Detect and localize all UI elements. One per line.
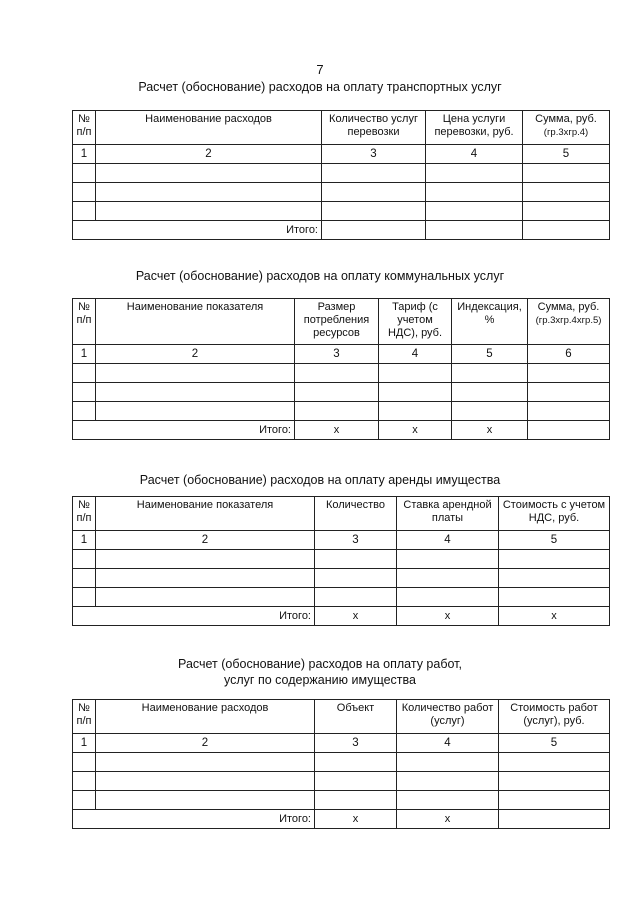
total-cell: x <box>499 607 610 626</box>
header-quantity: Количество услуг перевозки <box>322 111 426 145</box>
blank-cell[interactable] <box>96 164 322 183</box>
header-sum <box>523 111 610 145</box>
blank-cell[interactable] <box>96 753 315 772</box>
blank-cell[interactable] <box>426 164 523 183</box>
blank-cell[interactable] <box>528 402 610 421</box>
maintenance-table-title <box>0 656 640 688</box>
column-number-row <box>73 531 610 550</box>
column-number-row <box>73 345 610 364</box>
blank-cell[interactable] <box>426 202 523 221</box>
column-number: 3 <box>295 345 379 364</box>
header-sum <box>528 299 610 345</box>
blank-cell[interactable] <box>73 588 96 607</box>
total-cell: x <box>315 810 397 829</box>
blank-cell[interactable] <box>73 402 96 421</box>
blank-cell[interactable] <box>96 588 315 607</box>
column-number: 5 <box>452 345 528 364</box>
blank-cell[interactable] <box>523 164 610 183</box>
table-header-row <box>73 111 610 145</box>
header-tariff: Тариф (с учетом НДС), руб. <box>379 299 452 345</box>
blank-cell[interactable] <box>315 772 397 791</box>
blank-cell[interactable] <box>96 772 315 791</box>
blank-cell[interactable] <box>73 791 96 810</box>
rent-table-title: Расчет (обоснование) расходов на оплату аренды имущества <box>139 473 501 487</box>
header-number: № п/п <box>73 299 96 345</box>
header-consumption: Размер потребления ресурсов <box>295 299 379 345</box>
blank-cell[interactable] <box>523 183 610 202</box>
header-number: № п/п <box>73 700 96 734</box>
header-sum-formula: (гр.3хгр.4) <box>543 127 589 138</box>
blank-cell[interactable] <box>315 791 397 810</box>
blank-cell[interactable] <box>397 550 499 569</box>
blank-cell[interactable] <box>499 753 610 772</box>
blank-cell[interactable] <box>96 202 322 221</box>
header-rate: Ставка арендной платы <box>397 497 499 531</box>
column-number: 5 <box>523 145 610 164</box>
utilities-table <box>72 298 610 440</box>
column-number: 3 <box>315 734 397 753</box>
header-object: Объект <box>315 700 397 734</box>
table-row <box>73 791 610 810</box>
blank-cell[interactable] <box>315 753 397 772</box>
blank-cell[interactable] <box>499 569 610 588</box>
column-number: 2 <box>96 145 322 164</box>
header-name: Наименование расходов <box>96 111 322 145</box>
header-name: Наименование расходов <box>96 700 315 734</box>
blank-cell[interactable] <box>96 550 315 569</box>
column-number: 2 <box>96 345 295 364</box>
total-label: Итого: <box>73 421 295 440</box>
transport-services-table <box>72 110 610 240</box>
column-number: 4 <box>397 734 499 753</box>
total-label: Итого: <box>73 607 315 626</box>
total-cell[interactable] <box>523 221 610 240</box>
blank-cell[interactable] <box>452 364 528 383</box>
header-cost: Стоимость с учетом НДС, руб. <box>499 497 610 531</box>
column-number: 5 <box>499 734 610 753</box>
blank-cell[interactable] <box>452 383 528 402</box>
blank-cell[interactable] <box>73 164 96 183</box>
header-indexation: Индексация, % <box>452 299 528 345</box>
column-number: 1 <box>73 734 96 753</box>
blank-cell[interactable] <box>397 772 499 791</box>
column-number: 2 <box>96 734 315 753</box>
blank-cell[interactable] <box>397 588 499 607</box>
header-sum-label: Сумма, руб. <box>535 113 597 125</box>
table-header-row <box>73 299 610 345</box>
blank-cell[interactable] <box>73 383 96 402</box>
table-header-row <box>73 700 610 734</box>
utilities-table-title: Расчет (обоснование) расходов на оплату коммунальных услуг <box>135 269 505 283</box>
column-number-row <box>73 145 610 164</box>
blank-cell[interactable] <box>379 364 452 383</box>
blank-cell[interactable] <box>528 383 610 402</box>
blank-cell[interactable] <box>379 383 452 402</box>
blank-cell[interactable] <box>73 569 96 588</box>
maintenance-works-table <box>72 699 610 829</box>
total-cell: x <box>295 421 379 440</box>
total-row <box>73 607 610 626</box>
total-row <box>73 421 610 440</box>
blank-cell[interactable] <box>96 183 322 202</box>
table-row <box>73 202 610 221</box>
total-cell: x <box>397 810 499 829</box>
column-number: 1 <box>73 531 96 550</box>
header-number: № п/п <box>73 497 96 531</box>
blank-cell[interactable] <box>96 364 295 383</box>
blank-cell[interactable] <box>96 791 315 810</box>
blank-cell[interactable] <box>315 588 397 607</box>
page-number: 7 <box>316 62 324 77</box>
table-row <box>73 364 610 383</box>
total-cell: x <box>315 607 397 626</box>
header-number: № п/п <box>73 111 96 145</box>
blank-cell[interactable] <box>73 364 96 383</box>
header-name: Наименование показателя <box>96 497 315 531</box>
blank-cell[interactable] <box>315 569 397 588</box>
column-number: 5 <box>499 531 610 550</box>
blank-cell[interactable] <box>295 364 379 383</box>
blank-cell[interactable] <box>73 772 96 791</box>
transport-table-title: Расчет (обоснование) расходов на оплату транспортных услуг <box>138 80 502 94</box>
table-row <box>73 164 610 183</box>
blank-cell[interactable] <box>499 588 610 607</box>
header-price: Цена услуги перевозки, руб. <box>426 111 523 145</box>
blank-cell[interactable] <box>322 202 426 221</box>
table-row <box>73 383 610 402</box>
table-row <box>73 753 610 772</box>
blank-cell[interactable] <box>452 402 528 421</box>
column-number: 1 <box>73 145 96 164</box>
blank-cell[interactable] <box>73 202 96 221</box>
blank-cell[interactable] <box>73 753 96 772</box>
header-works-cost: Стоимость работ (услуг), руб. <box>499 700 610 734</box>
table-row <box>73 402 610 421</box>
blank-cell[interactable] <box>96 569 315 588</box>
header-sum-formula: (гр.3хгр.4хгр.5) <box>535 315 602 326</box>
blank-cell[interactable] <box>528 364 610 383</box>
table-header-row <box>73 497 610 531</box>
blank-cell[interactable] <box>397 791 499 810</box>
blank-cell[interactable] <box>499 550 610 569</box>
total-cell[interactable] <box>528 421 610 440</box>
blank-cell[interactable] <box>295 402 379 421</box>
blank-cell[interactable] <box>315 550 397 569</box>
blank-cell[interactable] <box>426 183 523 202</box>
total-cell: x <box>452 421 528 440</box>
blank-cell[interactable] <box>96 402 295 421</box>
table-row <box>73 550 610 569</box>
blank-cell[interactable] <box>322 183 426 202</box>
blank-cell[interactable] <box>96 383 295 402</box>
column-number: 2 <box>96 531 315 550</box>
table-row <box>73 588 610 607</box>
table-row <box>73 569 610 588</box>
blank-cell[interactable] <box>73 183 96 202</box>
blank-cell[interactable] <box>73 550 96 569</box>
total-cell[interactable] <box>322 221 426 240</box>
blank-cell[interactable] <box>295 383 379 402</box>
total-label: Итого: <box>73 221 322 240</box>
total-cell: x <box>379 421 452 440</box>
column-number: 6 <box>528 345 610 364</box>
column-number: 4 <box>426 145 523 164</box>
blank-cell[interactable] <box>379 402 452 421</box>
column-number: 3 <box>315 531 397 550</box>
blank-cell[interactable] <box>499 772 610 791</box>
total-cell: x <box>397 607 499 626</box>
total-cell[interactable] <box>499 810 610 829</box>
blank-cell[interactable] <box>397 569 499 588</box>
column-number: 3 <box>322 145 426 164</box>
header-sum-label: Сумма, руб. <box>537 301 600 313</box>
total-label: Итого: <box>73 810 315 829</box>
total-row <box>73 810 610 829</box>
column-number: 4 <box>379 345 452 364</box>
property-rent-table <box>72 496 610 626</box>
total-row <box>73 221 610 240</box>
column-number: 1 <box>73 345 96 364</box>
table-row <box>73 183 610 202</box>
blank-cell[interactable] <box>523 202 610 221</box>
blank-cell[interactable] <box>499 791 610 810</box>
blank-cell[interactable] <box>397 753 499 772</box>
column-number: 4 <box>397 531 499 550</box>
title-line: услуг по содержанию имущества <box>224 673 416 687</box>
header-quantity: Количество <box>315 497 397 531</box>
header-name: Наименование показателя <box>96 299 295 345</box>
total-cell[interactable] <box>426 221 523 240</box>
column-number-row <box>73 734 610 753</box>
table-row <box>73 772 610 791</box>
title-line: Расчет (обоснование) расходов на оплату работ, <box>178 657 462 671</box>
blank-cell[interactable] <box>322 164 426 183</box>
header-works-quantity: Количество работ (услуг) <box>397 700 499 734</box>
